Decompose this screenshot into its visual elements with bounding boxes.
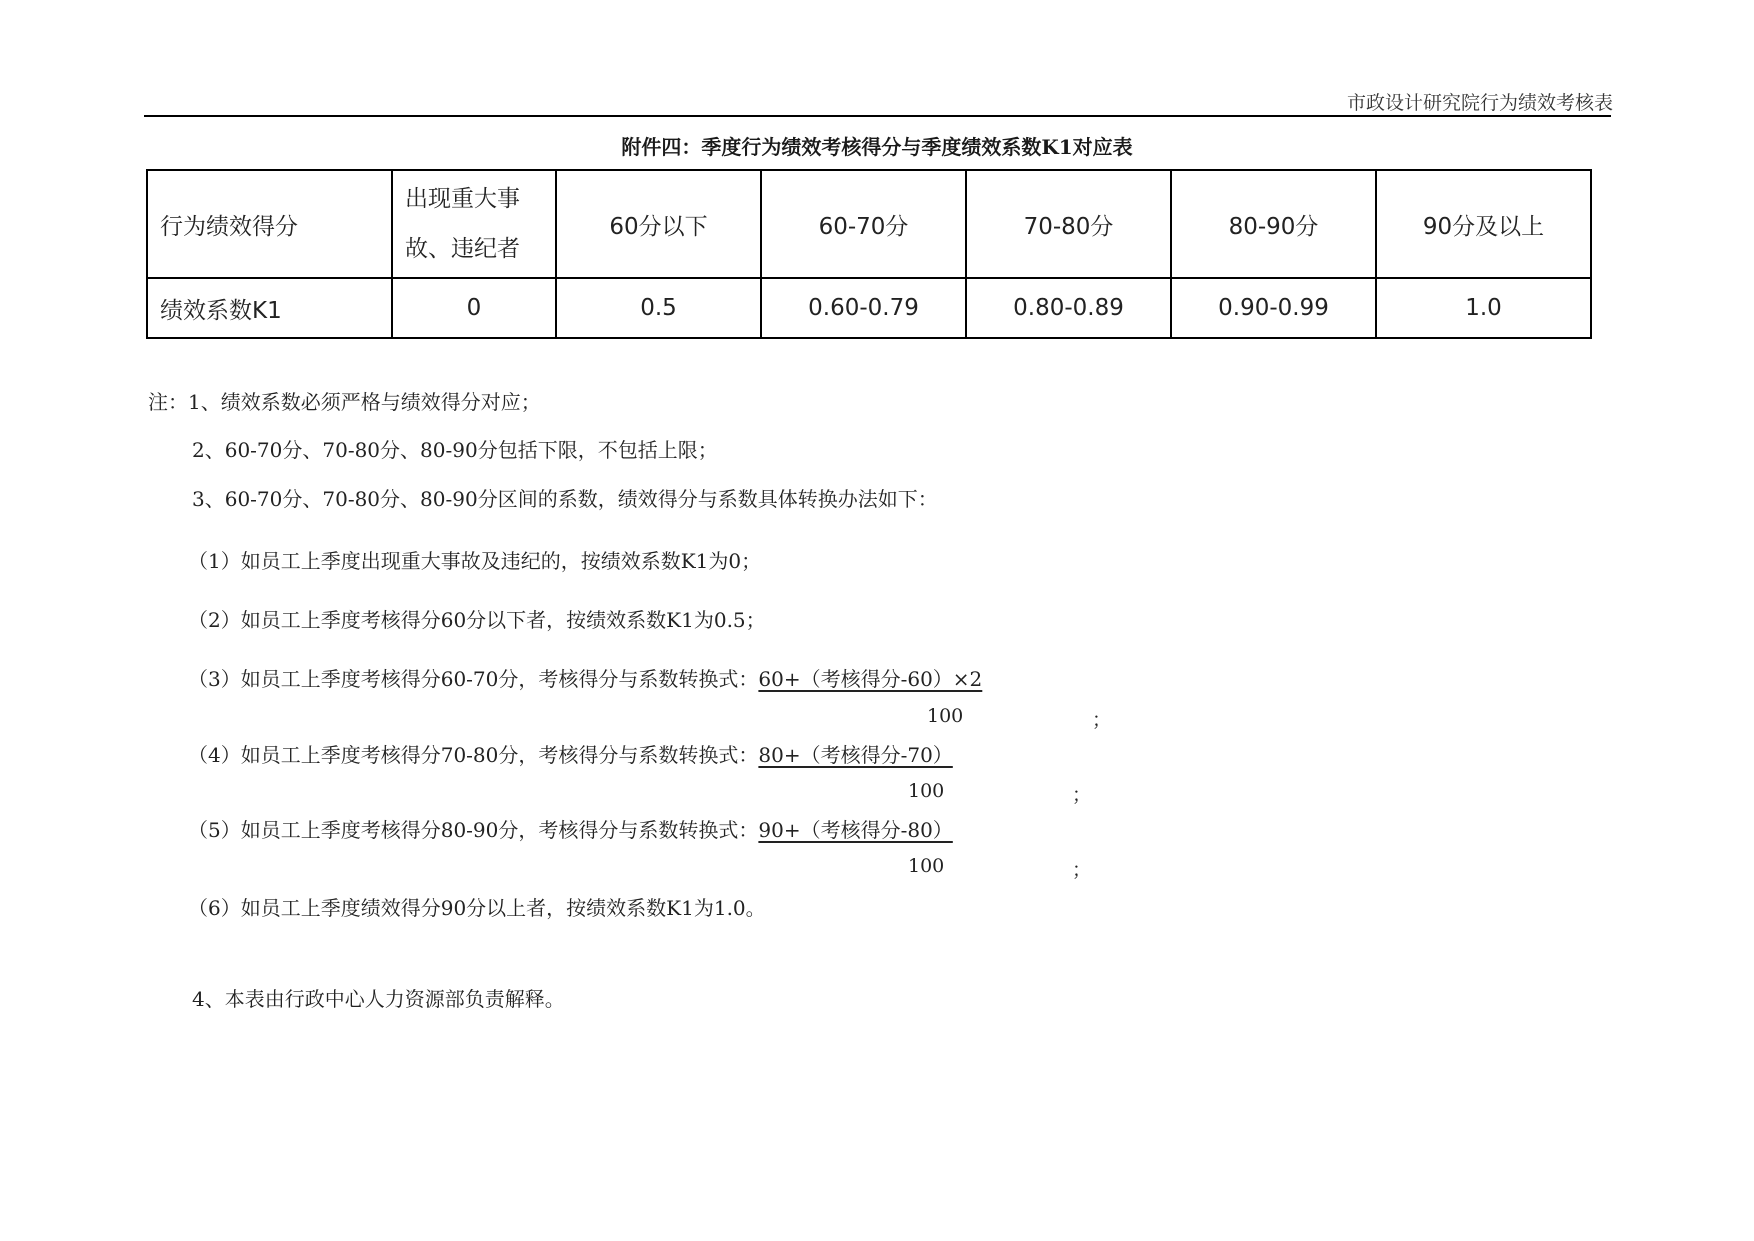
cell-k1-80-90: 0.90-0.99 bbox=[1171, 278, 1376, 338]
semicolon-70-80: ； bbox=[1072, 784, 1092, 806]
sub-note-4-text: （4）如员工上季度考核得分70-80分，考核得分与系数转换式： bbox=[188, 743, 759, 767]
sub-note-2: （2）如员工上季度考核得分60分以下者，按绩效系数K1为0.5； bbox=[188, 608, 766, 632]
sub-note-6: （6）如员工上季度绩效得分90分以上者，按绩效系数K1为1.0。 bbox=[188, 896, 766, 920]
cell-k1-60-70: 0.60-0.79 bbox=[761, 278, 966, 338]
cell-major-accident bbox=[392, 170, 556, 278]
cell-k1-accident: 0 bbox=[392, 278, 556, 338]
denominator-70-80: 100 bbox=[908, 780, 945, 802]
formula-60-70: 60+（考核得分-60）×2 bbox=[758, 667, 983, 691]
cell-k1-70-80: 0.80-0.89 bbox=[966, 278, 1171, 338]
cell-60-70: 60-70分 bbox=[761, 170, 966, 278]
semicolon-80-90: ； bbox=[1072, 859, 1092, 881]
formula-70-80: 80+（考核得分-70） bbox=[758, 743, 953, 767]
cell-k1-header: 绩效系数K1 bbox=[147, 278, 392, 338]
denominator-60-70: 100 bbox=[927, 705, 964, 727]
document-title: 附件四：季度行为绩效考核得分与季度绩效系数K1对应表 bbox=[621, 135, 1133, 159]
cell-major-accident-line1: 出现重大事 bbox=[405, 186, 520, 212]
cell-below-60: 60分以下 bbox=[556, 170, 761, 278]
table-row-k1 bbox=[147, 278, 1591, 338]
note-4: 4、本表由行政中心人力资源部负责解释。 bbox=[192, 987, 565, 1011]
header-rule bbox=[144, 115, 1611, 117]
table-row-score bbox=[147, 170, 1591, 278]
denominator-80-90: 100 bbox=[908, 855, 945, 877]
sub-note-5 bbox=[188, 814, 953, 843]
formula-80-90: 90+（考核得分-80） bbox=[758, 818, 953, 842]
cell-k1-below-60: 0.5 bbox=[556, 278, 761, 338]
running-header: 市政设计研究院行为绩效考核表 bbox=[1346, 92, 1613, 114]
sub-note-3-text: （3）如员工上季度考核得分60-70分，考核得分与系数转换式： bbox=[188, 667, 759, 691]
cell-score-header: 行为绩效得分 bbox=[147, 170, 392, 278]
sub-note-3 bbox=[188, 663, 982, 692]
k1-mapping-table bbox=[146, 169, 1592, 339]
sub-note-1: （1）如员工上季度出现重大事故及违纪的，按绩效系数K1为0； bbox=[188, 549, 762, 573]
semicolon-60-70: ； bbox=[1092, 709, 1112, 731]
cell-90-above: 90分及以上 bbox=[1376, 170, 1591, 278]
note-1: 注：1、绩效系数必须严格与绩效得分对应； bbox=[148, 390, 541, 414]
sub-note-5-text: （5）如员工上季度考核得分80-90分，考核得分与系数转换式： bbox=[188, 818, 759, 842]
cell-80-90: 80-90分 bbox=[1171, 170, 1376, 278]
sub-note-4 bbox=[188, 739, 953, 768]
note-3: 3、60-70分、70-80分、80-90分区间的系数，绩效得分与系数具体转换办法如下： bbox=[192, 487, 938, 511]
cell-70-80: 70-80分 bbox=[966, 170, 1171, 278]
cell-k1-90-above: 1.0 bbox=[1376, 278, 1591, 338]
note-2: 2、60-70分、70-80分、80-90分包括下限，不包括上限； bbox=[192, 438, 718, 462]
cell-major-accident-line2: 故、违纪者 bbox=[405, 236, 520, 262]
